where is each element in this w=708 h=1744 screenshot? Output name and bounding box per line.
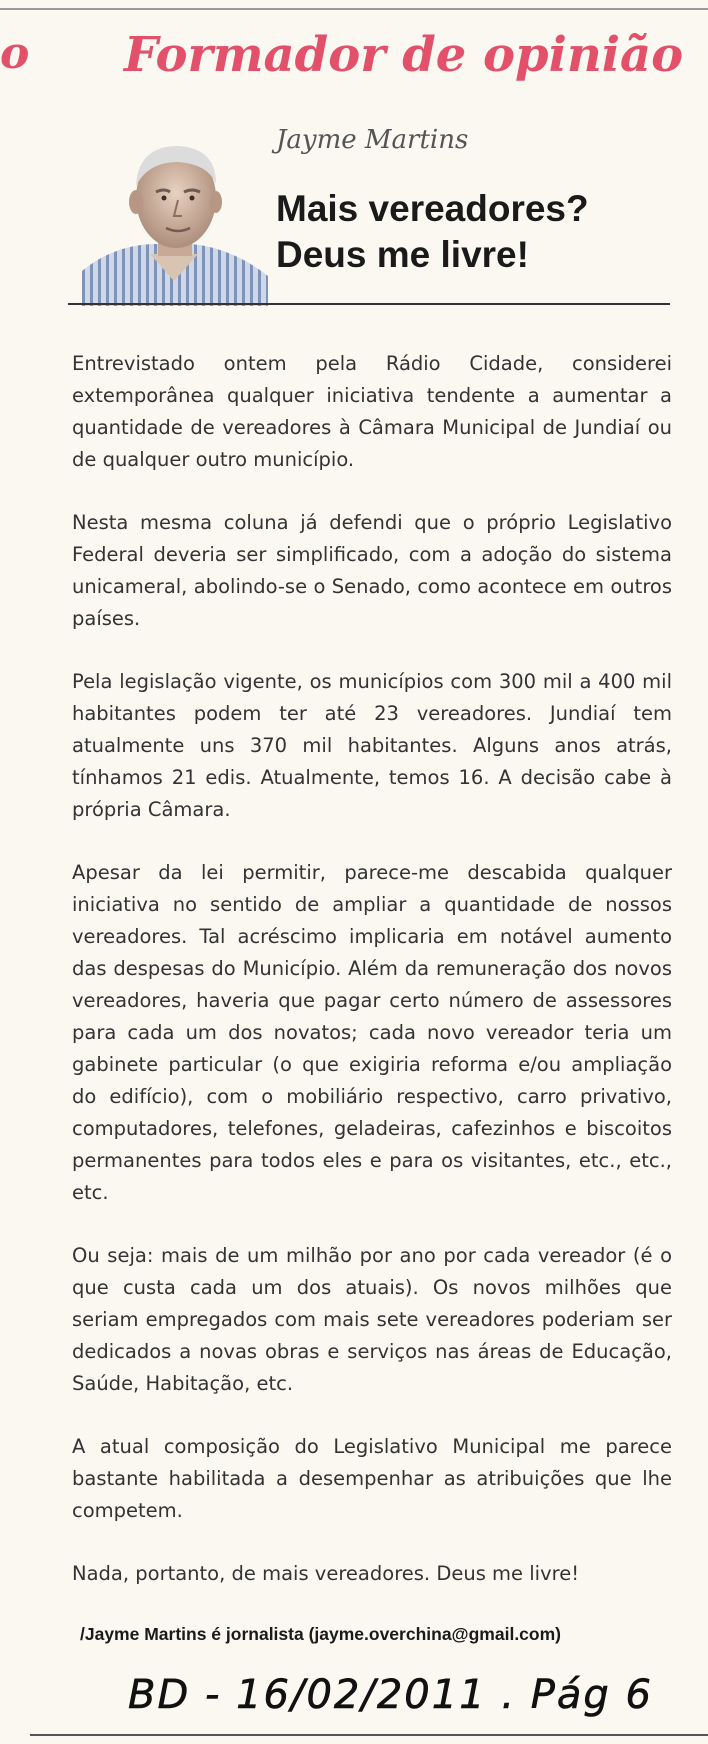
article-body	[72, 348, 672, 1621]
column-title: Formador de opinião	[124, 27, 684, 83]
top-border-line	[0, 8, 708, 10]
author-note: /Jayme Martins é jornalista (jayme.overchina@gmail.com)	[80, 1624, 561, 1644]
headline	[276, 186, 676, 278]
paragraph-6: A atual composição do Legislativo Municipal me parece bastante habilitada a desempenhar as atribuições que lhe competem.	[72, 1435, 672, 1522]
paragraph-4: Apesar da lei permitir, parece-me descabida qualquer iniciativa no sentido de ampliar a quantidade de nossos vereadores. Tal acréscimo implicaria em notável aumento das despesas do Município. Além da remuneração dos novos vereadores, haveria que pagar certo número de assessores para cada um dos novatos; cada novo vereador teria um gabinete particular (o que exigiria reforma e/ou ampliação do edifício), com o mobiliário respectivo, carro privativo, computadores, telefones, geladeiras, cafezinhos e biscoitos permanentes para todos eles e para os visitantes, etc., etc., etc.	[72, 861, 672, 1204]
paragraph-2: Nesta mesma coluna já defendi que o próprio Legislativo Federal deveria ser simplificado, com a adoção do sistema unicameral, abolindo-se o Senado, como acontece em outros países.	[72, 511, 672, 630]
headline-line-1: Mais vereadores?	[276, 188, 589, 229]
handwritten-date: BD - 16/02/2011 . Pág 6	[128, 1672, 653, 1718]
paragraph-1: Entrevistado ontem pela Rádio Cidade, considerei extemporânea qualquer iniciativa tendente a aumentar a quantidade de vereadores à Câmara Municipal de Jundiaí ou de qualquer outro município.	[72, 352, 672, 471]
cropped-edge-letter: o	[0, 28, 30, 79]
paragraph-5: Ou seja: mais de um milhão por ano por cada vereador (é o que custa cada um dos atuais). Os novos milhões que seriam empregados com mais sete vereadores poderiam ser dedicados a novas obras e serviços nas áreas de Educação, Saúde, Habitação, etc.	[72, 1244, 672, 1395]
author-name: Jayme Martins	[276, 125, 469, 155]
headline-line-2: Deus me livre!	[276, 234, 529, 275]
handwritten-annotation	[124, 1660, 653, 1724]
bottom-border-line	[30, 1734, 708, 1736]
paragraph-3: Pela legislação vigente, os municípios com 300 mil a 400 mil habitantes podem ter até 23 vereadores. Jundiaí tem atualmente uns 370 mil habitantes. Alguns anos atrás, tínhamos 21 edis. Atualmente, temos 16. A decisão cabe à própria Câmara.	[72, 670, 672, 821]
headline-divider	[68, 303, 670, 305]
author-photo	[82, 136, 268, 306]
paragraph-7: Nada, portanto, de mais vereadores. Deus me livre!	[72, 1562, 580, 1585]
portrait-icon	[82, 136, 268, 306]
